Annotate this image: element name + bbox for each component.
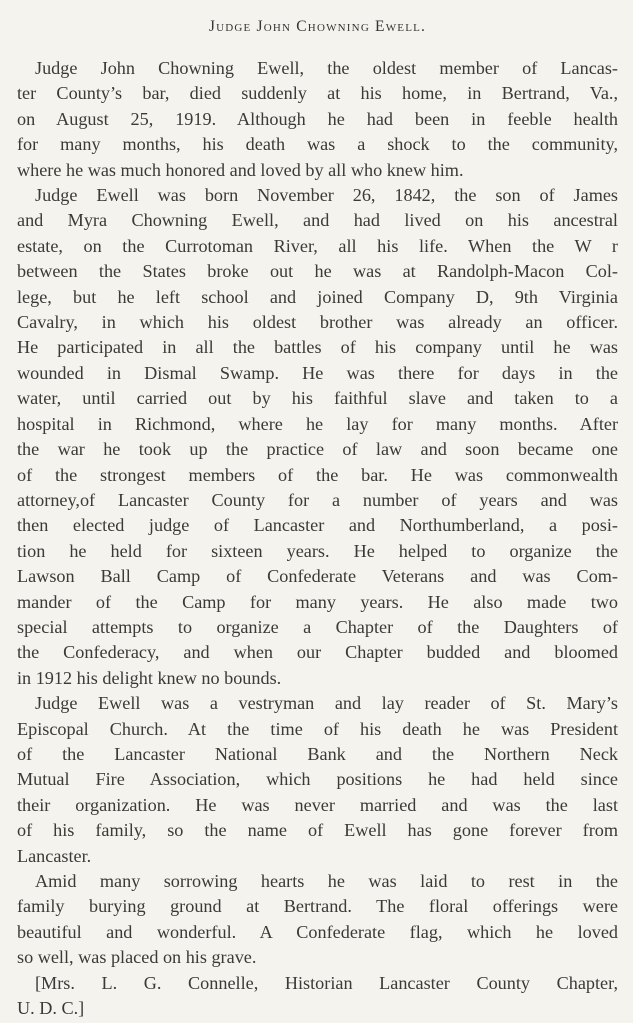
text-line: Lawson Ball Camp of Confederate Veterans and was Com- bbox=[17, 566, 618, 587]
text-line: on August 25, 1919. Although he had been in feeble health bbox=[17, 108, 618, 129]
text-line: Judge Ewell was a vestryman and lay reader of St. Mary’s bbox=[35, 693, 618, 714]
text-line: tion he held for sixteen years. He helped to organize the bbox=[17, 540, 618, 561]
text-line: of the strongest members of the bar. He was commonwealth bbox=[17, 464, 618, 485]
text-line: Lancaster. bbox=[17, 845, 92, 866]
text-line: Judge Ewell was born November 26, 1842, the son of James bbox=[35, 185, 618, 206]
text-line: so well, was placed on his grave. bbox=[17, 947, 257, 968]
text-line: their organization. He was never married and was the last bbox=[17, 794, 618, 815]
article-title: Judge John Chowning Ewell. bbox=[208, 18, 427, 35]
text-line: between the States broke out he was at Randolph-Macon Col- bbox=[17, 261, 618, 282]
text-line: [Mrs. L. G. Connelle, Historian Lancaster County Chapter, bbox=[35, 972, 618, 993]
text-line: the war he took up the practice of law and soon became one bbox=[17, 439, 618, 460]
text-line: in 1912 his delight knew no bounds. bbox=[17, 667, 282, 688]
text-line: for many months, his death was a shock to the community, bbox=[17, 134, 618, 155]
text-line: where he was much honored and loved by all who knew him. bbox=[17, 159, 464, 180]
text-line: of his family, so the name of Ewell has gone forever from bbox=[17, 820, 618, 841]
text-line: hospital in Richmond, where he lay for many months. After bbox=[17, 413, 618, 434]
text-line: beautiful and wonderful. A Confederate flag, which he loved bbox=[17, 921, 618, 942]
text-line: Episcopal Church. At the time of his death he was President bbox=[17, 718, 618, 739]
text-line: He participated in all the battles of his company until he was bbox=[17, 337, 618, 358]
text-line: ter County’s bar, died suddenly at his home, in Bertrand, Va., bbox=[17, 83, 618, 104]
text-line: Cavalry, in which his oldest brother was already an officer. bbox=[17, 312, 618, 333]
text-line: family burying ground at Bertrand. The floral offerings were bbox=[17, 896, 618, 917]
text-line: attorney,of Lancaster County for a number of years and was bbox=[17, 489, 618, 510]
text-line: U. D. C.] bbox=[17, 998, 85, 1019]
text-line: and Myra Chowning Ewell, and had lived on his ancestral bbox=[17, 210, 618, 231]
text-line: Mutual Fire Association, which positions he had held since bbox=[17, 769, 618, 790]
text-line: special attempts to organize a Chapter of the Daughters of bbox=[17, 616, 618, 637]
text-line: then elected judge of Lancaster and Northumberland, a posi- bbox=[17, 515, 618, 536]
text-line: estate, on the Currotoman River, all his life. When the W r bbox=[17, 235, 618, 256]
text-line: mander of the Camp for many years. He also made two bbox=[17, 591, 618, 612]
text-line: lege, but he left school and joined Company D, 9th Virginia bbox=[17, 286, 618, 307]
text-line: water, until carried out by his faithful slave and taken to a bbox=[17, 388, 618, 409]
article-body bbox=[17, 56, 618, 1021]
text-line: of the Lancaster National Bank and the Northern Neck bbox=[17, 743, 618, 764]
text-line: Judge John Chowning Ewell, the oldest member of Lancas- bbox=[35, 58, 618, 78]
text-line: the Confederacy, and when our Chapter budded and bloomed bbox=[17, 642, 618, 663]
text-line: wounded in Dismal Swamp. He was there for days in the bbox=[17, 362, 618, 383]
text-line: Amid many sorrowing hearts he was laid to rest in the bbox=[35, 871, 618, 891]
